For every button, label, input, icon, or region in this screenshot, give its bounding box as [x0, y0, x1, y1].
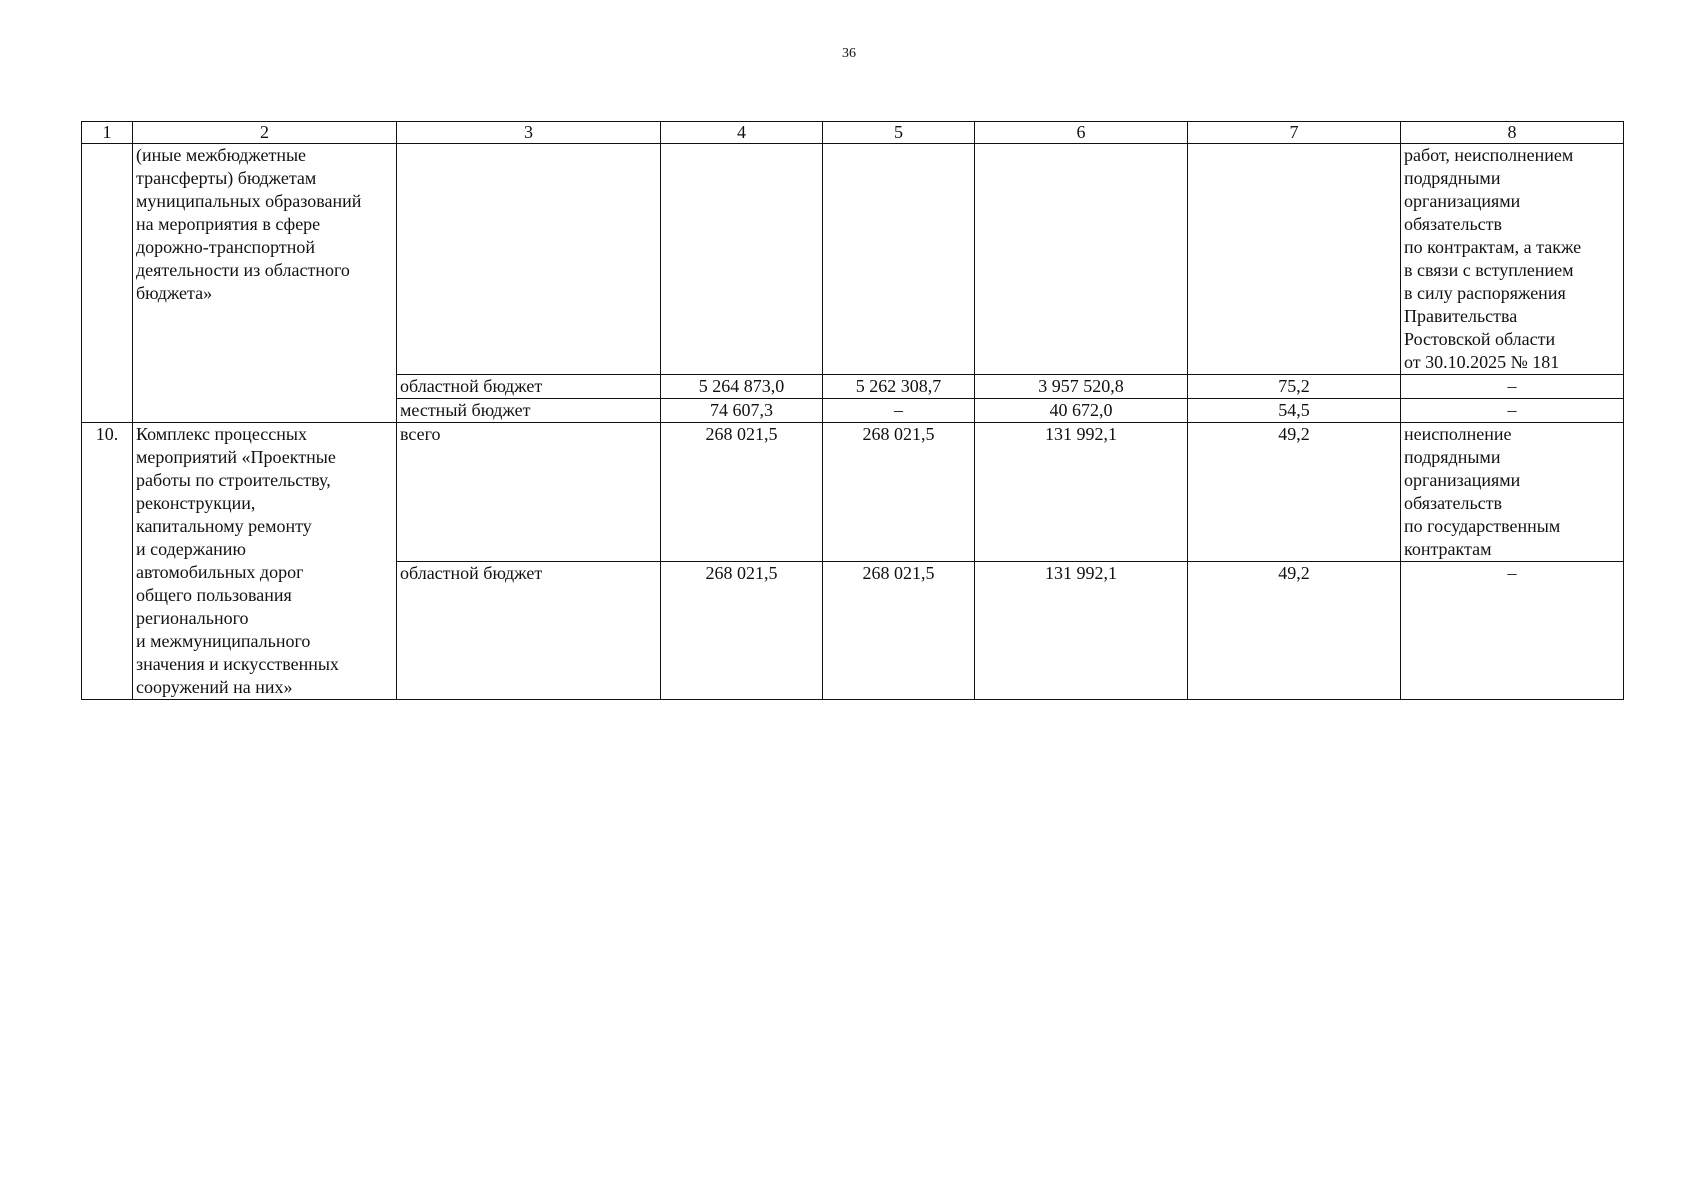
- report-table: [81, 121, 1624, 700]
- header-cell-7: 7: [1188, 122, 1401, 144]
- actual-value-cell: 3 957 520,8: [975, 375, 1188, 399]
- row-number-cell: [82, 144, 133, 423]
- note-cell: –: [1401, 399, 1624, 423]
- page-number: 36: [842, 46, 856, 61]
- source-cell: всего: [397, 423, 661, 562]
- header-cell-8: 8: [1401, 122, 1624, 144]
- header-cell-3: 3: [397, 122, 661, 144]
- percent-cell: 49,2: [1188, 562, 1401, 700]
- approved-value-cell: 268 021,5: [823, 562, 975, 700]
- actual-value-cell: 40 672,0: [975, 399, 1188, 423]
- source-cell: [397, 144, 661, 375]
- note-cell: –: [1401, 562, 1624, 700]
- note-cell: неисполнение подрядными организациями обязательств по государственным контрактам: [1401, 423, 1624, 562]
- table-row: [82, 144, 1624, 375]
- header-cell-5: 5: [823, 122, 975, 144]
- actual-value-cell: 131 992,1: [975, 423, 1188, 562]
- value-cell: [1188, 144, 1401, 375]
- planned-value-cell: 74 607,3: [661, 399, 823, 423]
- value-cell: [823, 144, 975, 375]
- measure-name-cell: (иные межбюджетные трансферты) бюджетам муниципальных образований на мероприятия в сфере дорожно-транспортной деятельности из областного бюджета»: [133, 144, 397, 423]
- value-cell: [975, 144, 1188, 375]
- row-number-cell: 10.: [82, 423, 133, 700]
- percent-cell: 54,5: [1188, 399, 1401, 423]
- header-cell-1: 1: [82, 122, 133, 144]
- measure-name-cell: Комплекс процессных мероприятий «Проектные работы по строительству, реконструкции, капитальному ремонту и содержанию автомобильных дорог общего пользования регионального и межмуниципального значения и искусственных сооружений на них»: [133, 423, 397, 700]
- percent-cell: 75,2: [1188, 375, 1401, 399]
- approved-value-cell: 268 021,5: [823, 423, 975, 562]
- source-cell: местный бюджет: [397, 399, 661, 423]
- approved-value-cell: 5 262 308,7: [823, 375, 975, 399]
- actual-value-cell: 131 992,1: [975, 562, 1188, 700]
- approved-value-cell: –: [823, 399, 975, 423]
- planned-value-cell: 268 021,5: [661, 423, 823, 562]
- planned-value-cell: 268 021,5: [661, 562, 823, 700]
- percent-cell: 49,2: [1188, 423, 1401, 562]
- source-cell: областной бюджет: [397, 562, 661, 700]
- table-row: [82, 423, 1624, 562]
- header-cell-2: 2: [133, 122, 397, 144]
- source-cell: областной бюджет: [397, 375, 661, 399]
- header-cell-6: 6: [975, 122, 1188, 144]
- header-cell-4: 4: [661, 122, 823, 144]
- value-cell: [661, 144, 823, 375]
- header-row: [82, 122, 1624, 144]
- planned-value-cell: 5 264 873,0: [661, 375, 823, 399]
- note-cell: работ, неисполнением подрядными организациями обязательств по контрактам, а также в связи с вступлением в силу распоряжения Правительства Ростовской области от 30.10.2025 № 181: [1401, 144, 1624, 375]
- note-cell: –: [1401, 375, 1624, 399]
